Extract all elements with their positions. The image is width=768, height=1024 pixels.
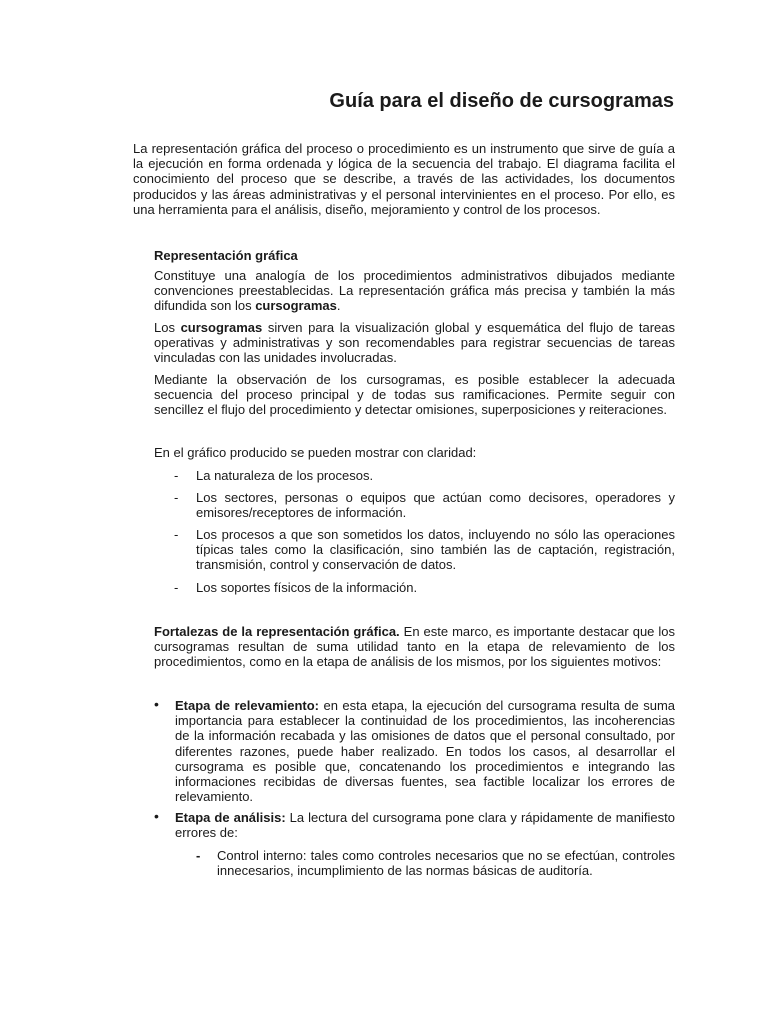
paragraph-observacion: Mediante la observación de los cursogramas, es posible establecer la adecuada secuencia del proceso principal y de todas sus ramificaciones. Permite seguir con sencillez el flujo del procedimiento y detectar omisiones, superposiciones y reiteraciones. xyxy=(154,372,675,418)
dash-marker: - xyxy=(174,580,179,595)
dash-marker: - xyxy=(196,848,201,863)
bullet-item-analisis: • Etapa de análisis: La lectura del cursograma pone clara y rápidamente de manifiesto errores de: xyxy=(154,808,675,841)
sub-item-control-interno: - Control interno: tales como controles necesarios que no se efectúan, controles innecesarios, incumplimiento de las normas básicas de auditoría. xyxy=(196,848,675,879)
section-heading-representacion: Representación gráfica xyxy=(154,248,298,263)
paragraph-fortalezas: Fortalezas de la representación gráfica. En este marco, es importante destacar que los cursogramas resultan de suma utilidad tanto en la etapa de relevamiento de los procedimientos, como en la etapa de análisis de los mismos, por los siguientes motivos: xyxy=(154,624,675,670)
list-item: - Los procesos a que son sometidos los datos, incluyendo no sólo las operaciones típicas tales como la clasificación, sino también las de captación, registración, transmisión, control y conservación de datos. xyxy=(174,527,675,573)
paragraph-analogia: Constituye una analogía de los procedimientos administrativos dibujados mediante convenciones preestablecidas. La representación gráfica más precisa y también la más difundida son los cursogramas. xyxy=(154,268,675,314)
dash-marker: - xyxy=(174,490,179,505)
bullet-marker: • xyxy=(154,808,159,824)
paragraph-grafico-intro: En el gráfico producido se pueden mostrar con claridad: xyxy=(154,445,477,460)
dash-marker: - xyxy=(174,468,179,483)
list-item: - La naturaleza de los procesos. xyxy=(174,468,374,483)
dash-marker: - xyxy=(174,527,179,542)
bullet-item-relevamiento: • Etapa de relevamiento: en esta etapa, la ejecución del cursograma resulta de suma importancia para establecer la continuidad de los procedimientos, las incoherencias de la información recabada y las omisiones de datos que el personal consultado, por diferentes razones, puede haber realizado. En todos los casos, al desarrollar el cursograma es posible que, concatenando los procedimientos e integrando las informaciones recibidas de diversas fuentes, sea factible localizar los errores de relevamiento. xyxy=(154,696,676,805)
page-title: Guía para el diseño de cursogramas xyxy=(329,90,674,112)
intro-paragraph: La representación gráfica del proceso o procedimiento es un instrumento que sirve de guía a la ejecución en forma ordenada y lógica de la secuencia del trabajo. El diagrama facilita el conocimiento del proceso que se describe, a través de las actividades, los documentos producidos y las áreas administrativas y el personal intervinientes en el proceso. Por ello, es una herramienta para el análisis, diseño, mejoramiento y control de los procesos. xyxy=(133,141,675,217)
paragraph-cursogramas: Los cursogramas sirven para la visualización global y esquemática del flujo de tareas operativas y administrativas y son recomendables para registrar secuencias de tareas vinculadas con las unidades involucradas. xyxy=(154,320,675,366)
bullet-marker: • xyxy=(154,696,159,712)
list-item: - Los sectores, personas o equipos que actúan como decisores, operadores y emisores/receptores de información. xyxy=(174,490,675,521)
list-item: - Los soportes físicos de la información. xyxy=(174,580,418,595)
